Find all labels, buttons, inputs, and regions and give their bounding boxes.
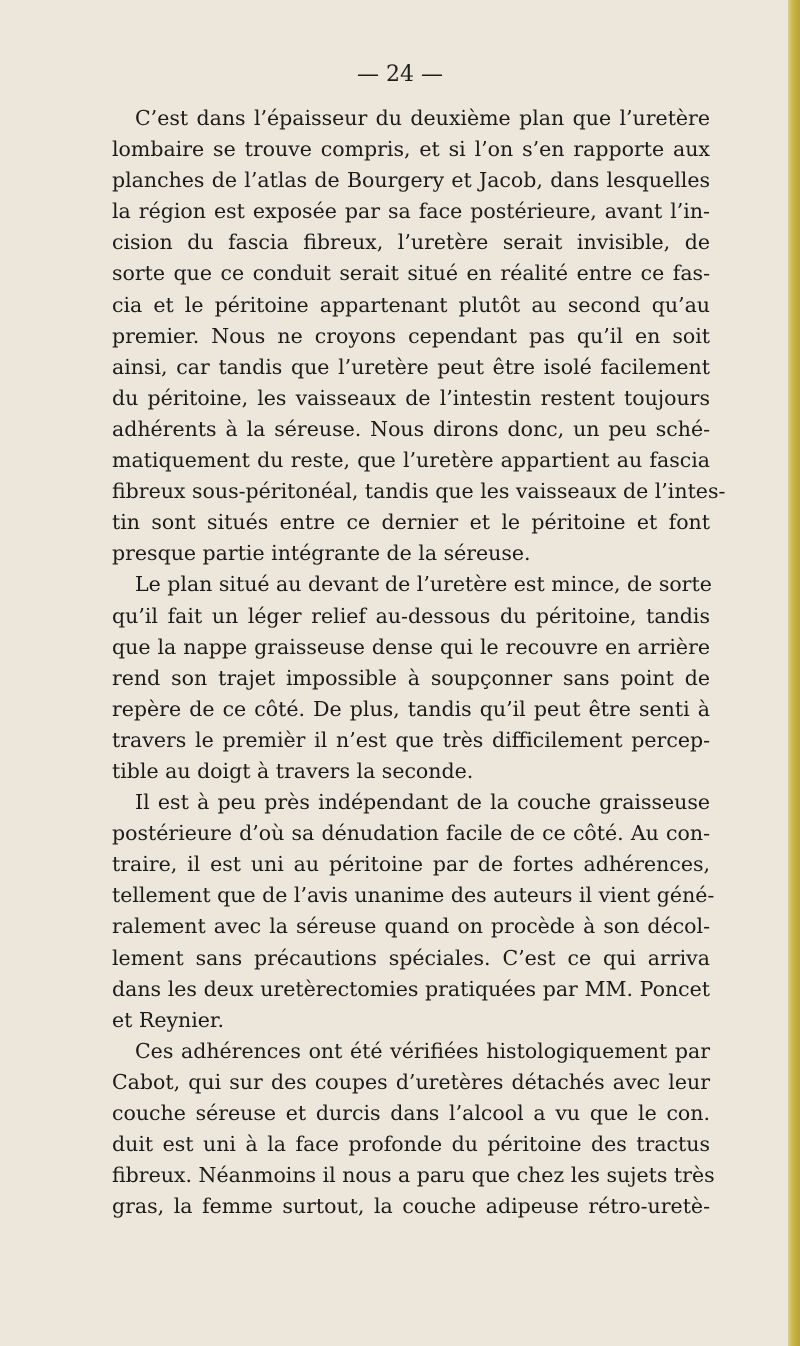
body-text [112, 103, 726, 1222]
text-line: lement sans précautions spéciales. C’est ce qui arriva [112, 945, 710, 970]
text-line: cia et le péritoine appartenant plutôt au second qu’au [112, 292, 710, 317]
text-line: Ces adhérences ont été vérifiées histologiquement par [135, 1038, 710, 1063]
text-line: C’est dans l’épaisseur du deuxième plan que l’uretère [135, 106, 710, 130]
text-line: travers le premièr il n’est que très difficilement percep- [112, 727, 710, 752]
text-line: tible au doigt à travers la seconde. [112, 758, 474, 783]
text-line: dans les deux uretèrectomies pratiquées par MM. Poncet [112, 976, 710, 1001]
text-line: la région est exposée par sa face postérieure, avant l’in- [112, 199, 710, 224]
text-line: ralement avec la séreuse quand on procède à son décol- [112, 914, 710, 939]
text-line: cision du fascia fibreux, l’uretère serait invisible, de [112, 230, 710, 255]
text-line: rend son trajet impossible à soupçonner sans point de [112, 665, 710, 690]
text-line: Le plan situé au devant de l’uretère est mince, de sorte [135, 572, 712, 597]
page-edge [788, 0, 800, 1346]
text-line: ainsi, car tandis que l’uretère peut être isolé facilement [112, 354, 710, 379]
text-line: du péritoine, les vaisseaux de l’intestin restent toujours [112, 385, 710, 410]
text-line: premier. Nous ne croyons cependant pas qu’il en soit [112, 323, 710, 348]
text-line: fibreux. Néanmoins il nous a paru que chez les sujets très [112, 1163, 715, 1188]
text-line: matiquement du reste, que l’uretère appartient au fascia [112, 448, 710, 473]
text-line: Cabot, qui sur des coupes d’uretères détachés avec leur [112, 1069, 710, 1094]
text-line: adhérents à la séreuse. Nous dirons donc, un peu sché- [112, 416, 710, 441]
page-number: — 24 — [357, 62, 443, 87]
text-line: tellement que de l’avis unanime des auteurs il vient géné- [112, 883, 715, 908]
text-line: postérieure d’où sa dénudation facile de ce côté. Au con- [112, 821, 710, 846]
text-line: couche séreuse et durcis dans l’alcool a vu que le con. [112, 1101, 710, 1125]
text-line: qu’il fait un léger relief au-dessous du péritoine, tandis [112, 603, 710, 628]
text-line: fibreux sous-péritonéal, tandis que les vaisseaux de l’intes- [112, 479, 726, 504]
text-line: gras, la femme surtout, la couche adipeuse rétro-uretè- [112, 1194, 710, 1219]
text-line: sorte que ce conduit serait situé en réalité entre ce fas- [112, 261, 710, 286]
text-line: que la nappe graisseuse dense qui le recouvre en arrière [112, 634, 710, 659]
text-line: traire, il est uni au péritoine par de fortes adhérences, [112, 852, 710, 877]
text-line: planches de l’atlas de Bourgery et Jacob, dans lesquelles [112, 168, 710, 193]
text-line: Il est à peu près indépendant de la couche graisseuse [135, 790, 710, 815]
text-line: repère de ce côté. De plus, tandis qu’il peut être senti à [112, 696, 710, 721]
text-line: lombaire se trouve compris, et si l’on s’en rapporte aux [112, 137, 710, 162]
text-line: presque partie intégrante de la séreuse. [112, 541, 531, 566]
text-line: tin sont situés entre ce dernier et le péritoine et font [112, 510, 710, 535]
text-line: duit est uni à la face profonde du péritoine des tractus [112, 1132, 710, 1157]
text-line: et Reynier. [112, 1007, 224, 1032]
